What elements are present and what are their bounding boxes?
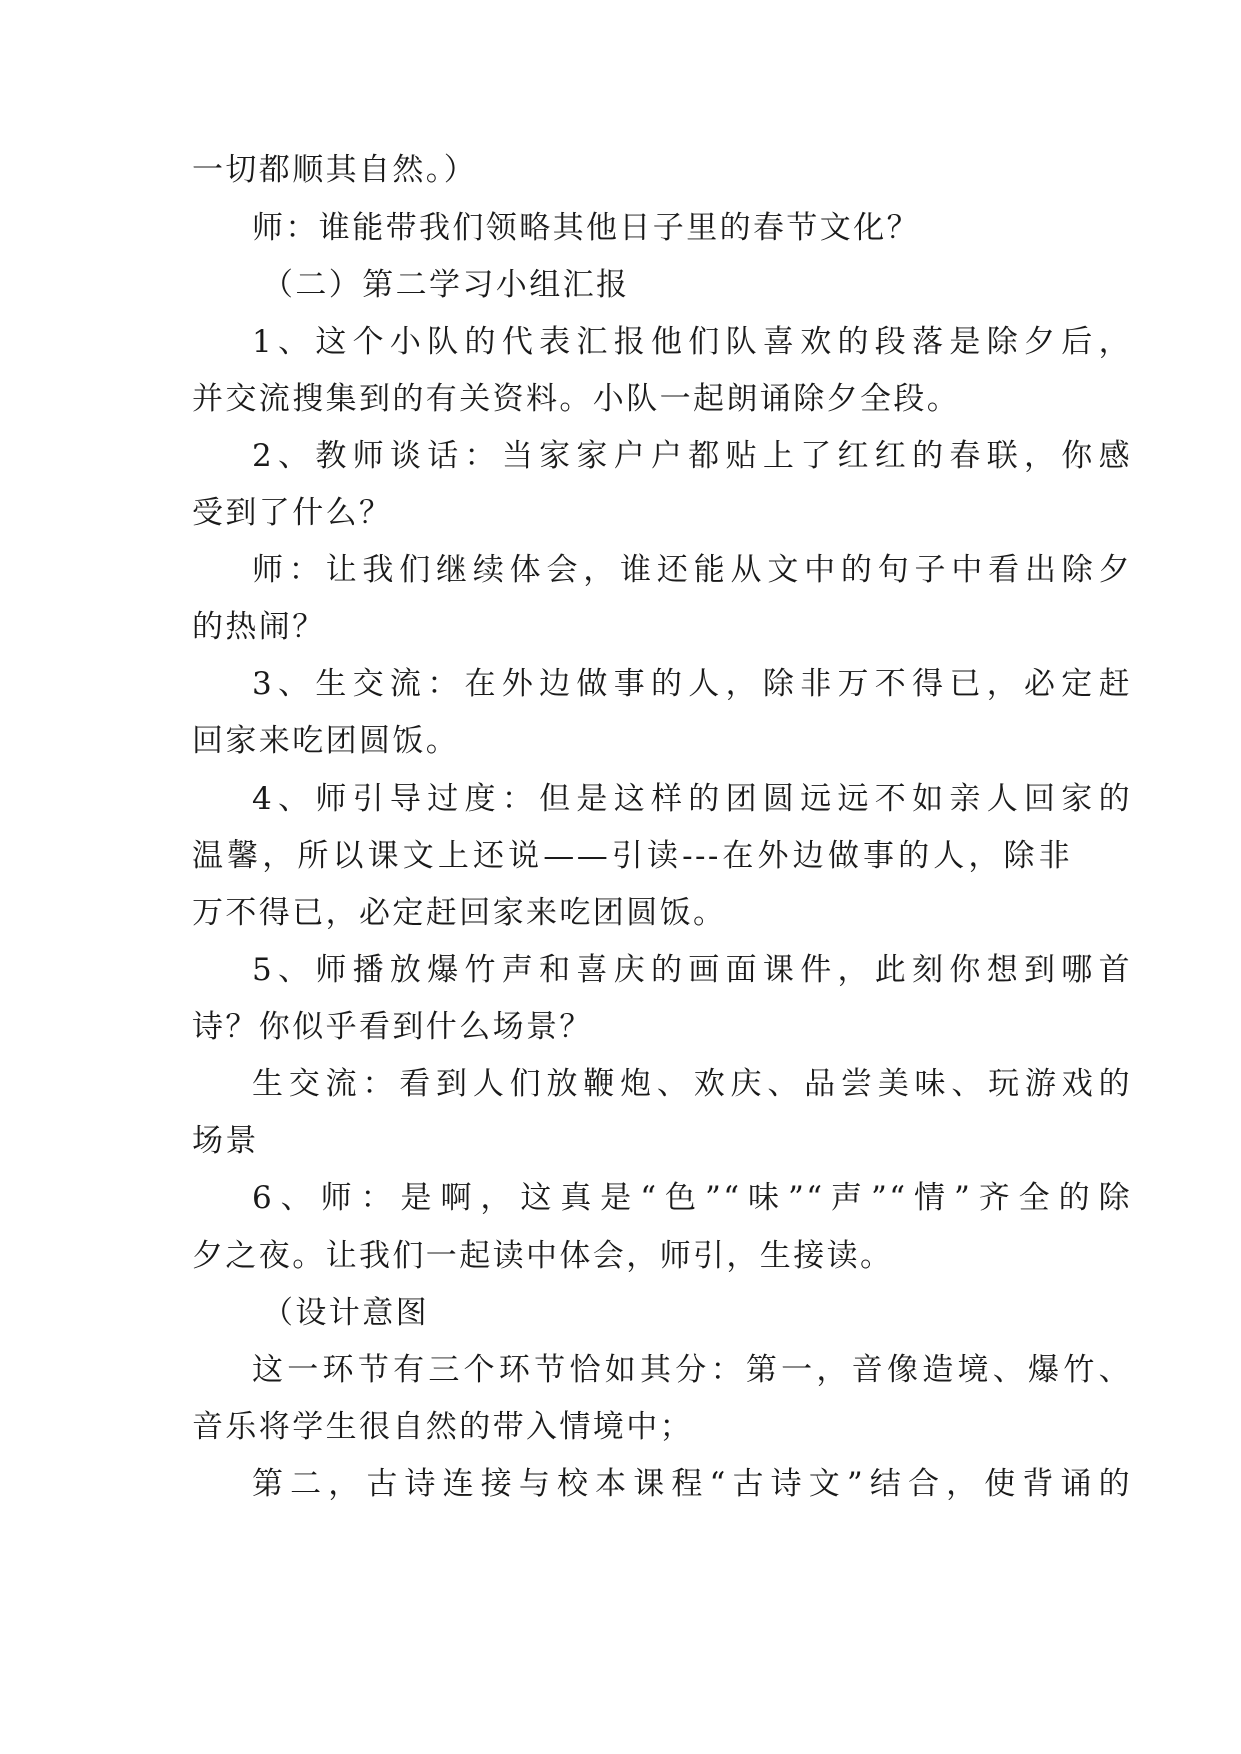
text-line: 4、师引导过度：但是这样的团圆远远不如亲人回家的 — [252, 781, 1132, 817]
text-line: 3、生交流：在外边做事的人，除非万不得已，必定赶 — [252, 666, 1132, 702]
section-heading: （设计意图 — [262, 1295, 429, 1331]
text-line: 2、教师谈话：当家家户户都贴上了红红的春联，你感 — [252, 438, 1132, 474]
text-line: 场景 — [192, 1123, 259, 1159]
text-line: 受到了什么？ — [192, 495, 393, 531]
text-line: 第二，古诗连接与校本课程“古诗文”结合，使背诵的 — [252, 1466, 1132, 1502]
text-line: 并交流搜集到的有关资料。小队一起朗诵除夕全段。 — [192, 381, 961, 417]
text-line: 的热闹？ — [192, 609, 326, 645]
text-line: 师：让我们继续体会，谁还能从文中的句子中看出除夕 — [252, 552, 1132, 588]
text-line: 5、师播放爆竹声和喜庆的画面课件，此刻你想到哪首 — [252, 952, 1132, 988]
text-line: 这一环节有三个环节恰如其分：第一，音像造境、爆竹、 — [252, 1352, 1132, 1388]
text-line: 万不得已，必定赶回家来吃团圆饭。 — [192, 895, 727, 931]
text-line: 夕之夜。让我们一起读中体会，师引，生接读。 — [192, 1238, 894, 1274]
text-line: 1、这个小队的代表汇报他们队喜欢的段落是除夕后， — [252, 324, 1132, 360]
text-line: 师：谁能带我们领略其他日子里的春节文化？ — [252, 210, 920, 246]
text-line: 温馨，所以课文上还说——引读---在外边做事的人，除非 — [192, 838, 1072, 874]
text-line: 6、师：是啊，这真是“色”“味”“声”“情”齐全的除 — [252, 1180, 1132, 1216]
text-line: 诗？你似乎看到什么场景？ — [192, 1009, 593, 1045]
text-line: 回家来吃团圆饭。 — [192, 723, 460, 759]
section-heading: （二）第二学习小组汇报 — [262, 267, 630, 303]
text-line: 一切都顺其自然。） — [192, 152, 478, 188]
text-line: 音乐将学生很自然的带入情境中； — [192, 1409, 693, 1445]
text-line: 生交流：看到人们放鞭炮、欢庆、品尝美味、玩游戏的 — [252, 1066, 1132, 1102]
